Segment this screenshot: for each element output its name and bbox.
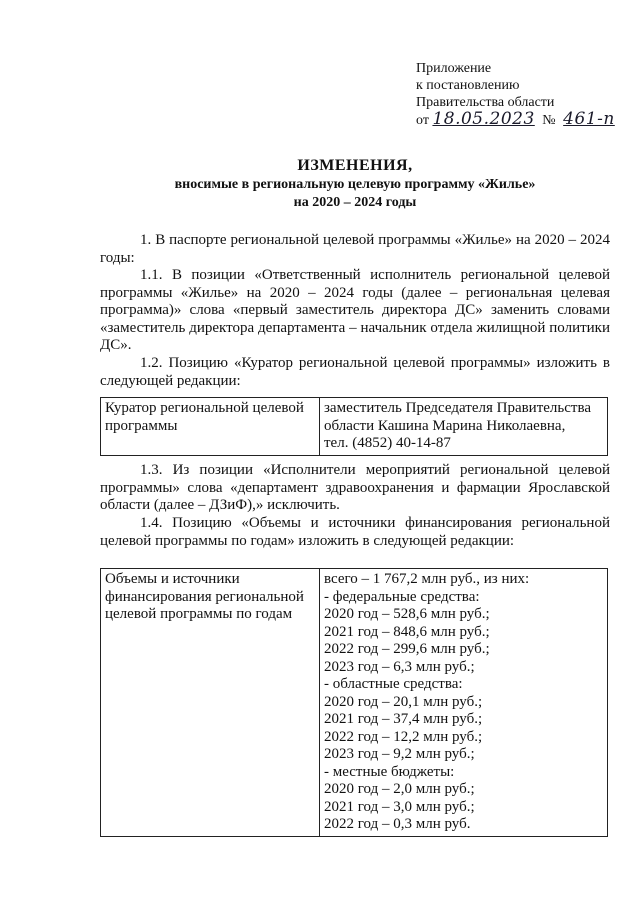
- paragraph-1-3: 1.3. Из позиции «Исполнители мероприятий региональной целевой программы» слова «департамент здравоохранения и фармации Ярославской области (далее – ДЗиФ),» исключить.: [100, 462, 610, 513]
- title-years: на 2020 – 2024 годы: [293, 195, 417, 210]
- curator-line: области Кашина Марина Николаевна,: [324, 417, 566, 434]
- finance-line: 2022 год – 0,3 млн руб.: [324, 816, 471, 832]
- handwritten-date: 18.05.2023: [432, 109, 535, 129]
- appendix-block: [416, 60, 615, 129]
- table-row: [101, 569, 608, 837]
- finance-line: всего – 1 767,2 млн руб., из них:: [324, 571, 530, 587]
- finance-line: 2020 год – 2,0 млн руб.;: [324, 781, 475, 797]
- finance-line: 2021 год – 37,4 млн руб.;: [324, 711, 483, 727]
- finance-line: - федеральные средства:: [324, 588, 480, 605]
- finance-line: 2020 год – 20,1 млн руб.;: [324, 693, 483, 710]
- finance-line: - областные средства:: [324, 676, 463, 692]
- table-row: [101, 398, 608, 456]
- appendix-line-1: Приложение: [416, 61, 492, 76]
- curator-table: [100, 397, 608, 456]
- from-label: от: [416, 113, 429, 128]
- finance-label-cell: Объемы и источники финансирования региональной целевой программы по годам: [101, 569, 320, 837]
- paragraph-1-2: 1.2. Позицию «Куратор региональной целевой программы» изложить в следующей редакции:: [100, 355, 610, 389]
- finance-value-cell: [320, 569, 608, 837]
- finance-line: 2023 год – 9,2 млн руб.;: [324, 746, 475, 762]
- curator-line: тел. (4852) 40-14-87: [324, 435, 451, 451]
- finance-line: - местные бюджеты:: [324, 763, 455, 780]
- paragraph-1-4: 1.4. Позицию «Объемы и источники финансирования региональной целевой программы по годам» изложить в следующей редакции:: [100, 515, 610, 549]
- finance-line: 2021 год – 848,6 млн руб.;: [324, 623, 490, 640]
- appendix-line-2: к постановлению: [416, 78, 520, 93]
- appendix-date-line: [416, 111, 615, 129]
- title-subtitle: вносимые в региональную целевую программу «Жилье»: [174, 177, 536, 192]
- appendix-line-3: Правительства области: [416, 95, 555, 110]
- curator-label-cell: Куратор региональной целевой программы: [101, 398, 320, 456]
- finance-line: 2022 год – 299,6 млн руб.;: [324, 641, 490, 657]
- curator-value-cell: [320, 398, 608, 456]
- handwritten-number: 461-п: [563, 109, 615, 129]
- title-heading: ИЗМЕНЕНИЯ,: [297, 157, 413, 174]
- finance-line: 2022 год – 12,2 млн руб.;: [324, 728, 483, 745]
- number-label: №: [542, 113, 556, 128]
- finance-line: 2020 год – 528,6 млн руб.;: [324, 606, 490, 622]
- curator-line: заместитель Председателя Правительства: [324, 400, 592, 416]
- paragraph-1: 1. В паспорте региональной целевой программы «Жилье» на 2020 – 2024 годы:: [100, 232, 610, 266]
- paragraph-1-1: 1.1. В позиции «Ответственный исполнитель региональной целевой программы «Жилье» на 2020 – 2024 годы (далее – региональная целевая программа)» слова «первый заместитель директора ДС» заменить словами «заместитель директора департамента – начальник отдела жилищной политики ДС».: [100, 267, 610, 353]
- finance-line: 2021 год – 3,0 млн руб.;: [324, 798, 475, 815]
- finance-table: [100, 568, 608, 837]
- finance-line: 2023 год – 6,3 млн руб.;: [324, 658, 475, 675]
- document-title: [100, 156, 610, 212]
